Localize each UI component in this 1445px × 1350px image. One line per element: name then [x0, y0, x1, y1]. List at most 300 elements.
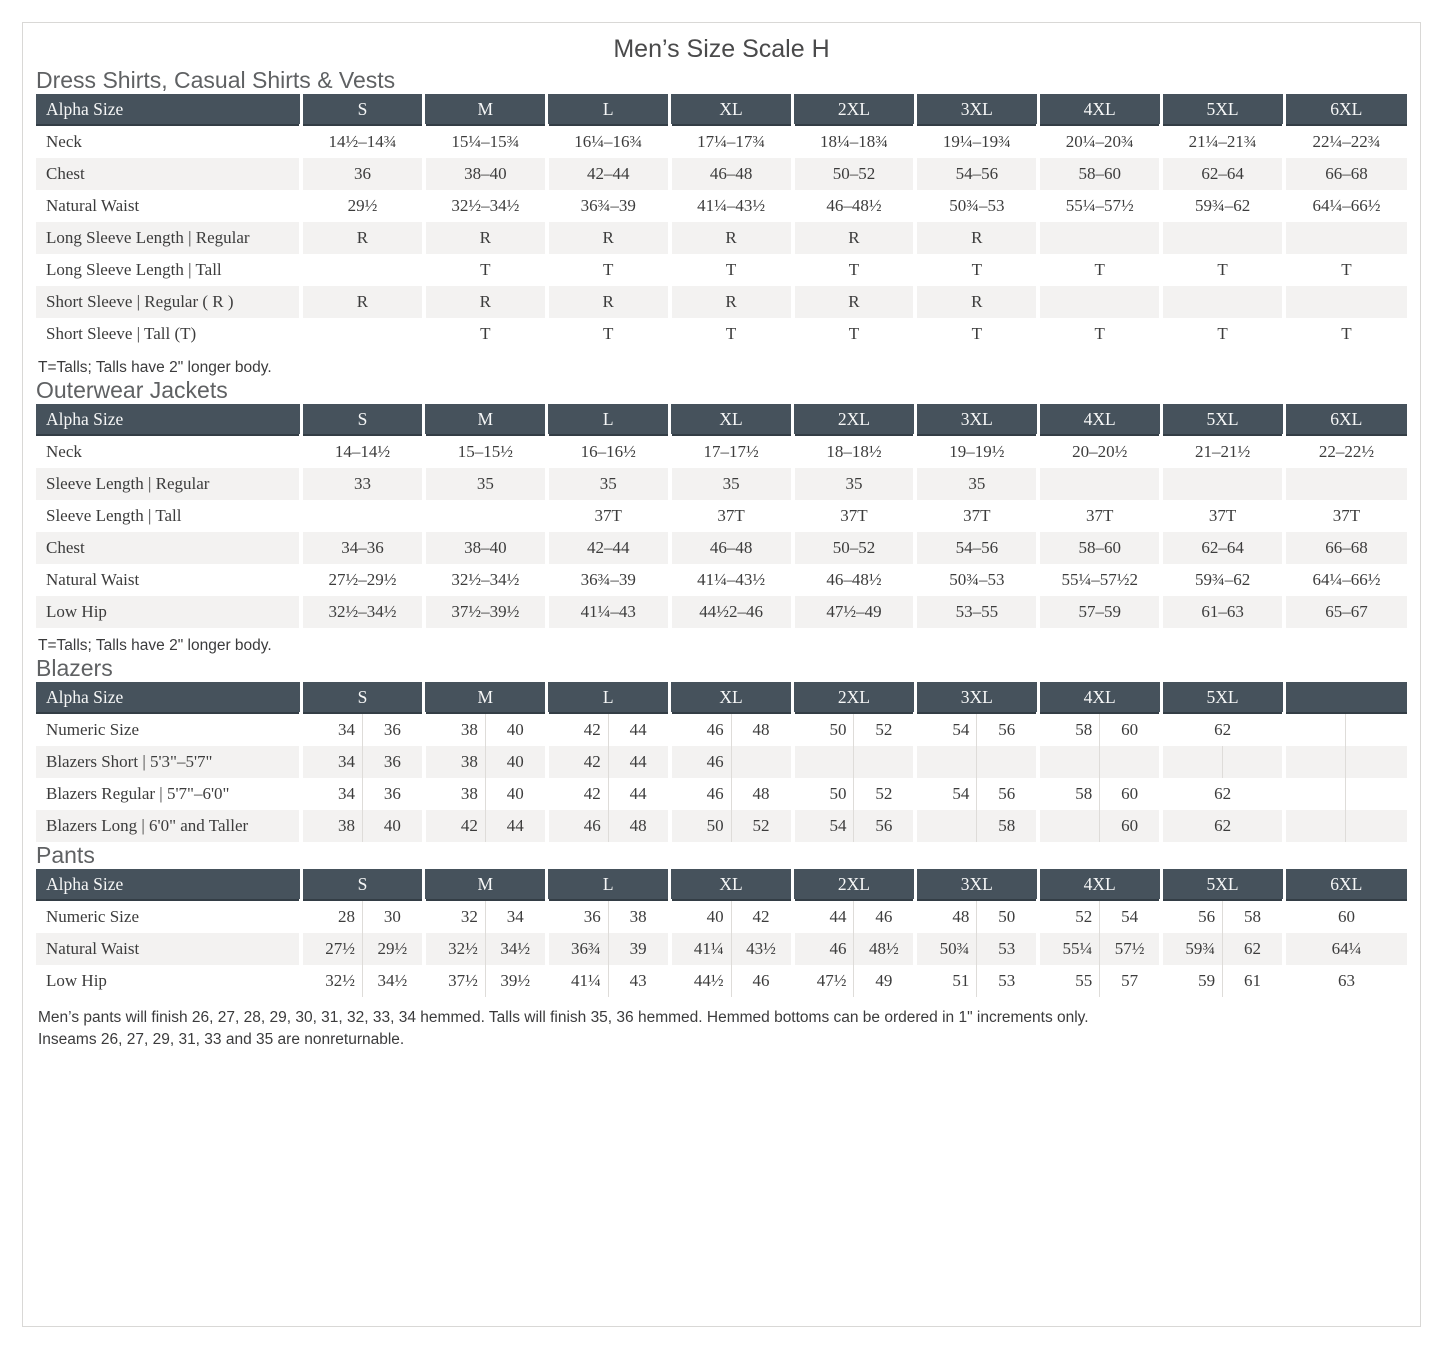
- size-cell: T: [670, 318, 793, 350]
- header-row: [36, 404, 1407, 435]
- size-cell: 64¼–66½: [1284, 564, 1407, 596]
- row-label: Low Hip: [46, 971, 107, 990]
- column-header: XL: [670, 404, 793, 435]
- size-cell: 60: [1100, 713, 1161, 746]
- column-header: 4XL: [1038, 94, 1161, 125]
- size-cell: 62–64: [1161, 158, 1284, 190]
- size-cell: 34: [485, 900, 546, 933]
- column-header: XL: [670, 94, 793, 125]
- row-label: Natural Waist: [36, 933, 301, 965]
- size-cell: T: [915, 318, 1038, 350]
- size-cell: 56: [854, 810, 915, 842]
- size-cell: [1345, 810, 1407, 842]
- size-cell: 28: [301, 900, 362, 933]
- table-row: [36, 596, 1407, 628]
- size-cell: 42: [731, 900, 792, 933]
- column-header: 6XL: [1284, 94, 1407, 125]
- size-cell: [915, 810, 976, 842]
- table-row: [36, 254, 1407, 286]
- size-cell: 35: [915, 468, 1038, 500]
- size-cell: 38–40: [424, 158, 547, 190]
- column-header: 3XL: [915, 404, 1038, 435]
- size-cell: 34½: [485, 933, 546, 965]
- column-header: S: [301, 94, 424, 125]
- size-cell: 51: [915, 965, 976, 997]
- size-cell: 34: [301, 778, 362, 810]
- row-label: Neck: [46, 442, 82, 461]
- size-cell: 46: [670, 746, 731, 778]
- size-cell: 34: [301, 713, 362, 746]
- page-title: Men’s Size Scale H: [613, 35, 830, 63]
- size-cell: 44: [608, 746, 669, 778]
- size-cell: [1345, 746, 1407, 778]
- size-cell: 50¾–53: [915, 190, 1038, 222]
- size-cell: 55: [1038, 965, 1099, 997]
- size-cell: 44: [608, 778, 669, 810]
- size-cell: 32: [424, 900, 485, 933]
- pants-footnote-line2: Inseams 26, 27, 29, 31, 33 and 35 are nonreturnable.: [38, 1031, 405, 1049]
- size-cell: 52: [1038, 900, 1099, 933]
- size-cell: 34: [301, 746, 362, 778]
- size-cell: [1284, 746, 1345, 778]
- size-cell: 55¼–57½: [1038, 190, 1161, 222]
- size-cell: 58: [1223, 900, 1284, 933]
- alpha-size-header: Alpha Size: [36, 682, 301, 713]
- size-cell: [854, 746, 915, 778]
- size-cell: R: [670, 222, 793, 254]
- size-cell: 59¾–62: [1161, 190, 1284, 222]
- column-header: XL: [670, 682, 793, 713]
- size-cell: [1284, 778, 1345, 810]
- size-cell: 27½–29½: [301, 564, 424, 596]
- size-cell: 37T: [1038, 500, 1161, 532]
- size-cell: 44: [793, 900, 854, 933]
- row-label: Short Sleeve | Tall (T): [46, 324, 197, 343]
- size-cell: 43½: [731, 933, 792, 965]
- header-row: [36, 94, 1407, 125]
- size-cell: 46: [547, 810, 608, 842]
- size-cell: 20¼–20¾: [1038, 125, 1161, 158]
- size-cell: 38: [608, 900, 669, 933]
- size-cell: 39½: [485, 965, 546, 997]
- size-cell: 37T: [915, 500, 1038, 532]
- size-cell: T: [547, 254, 670, 286]
- size-cell: 46: [670, 778, 731, 810]
- size-cell: 40: [485, 746, 546, 778]
- size-cell: 36: [547, 900, 608, 933]
- size-cell: 46–48½: [793, 564, 916, 596]
- column-header: 2XL: [793, 404, 916, 435]
- size-cell: 62: [1223, 933, 1284, 965]
- size-cell: 37½–39½: [424, 596, 547, 628]
- size-cell: [793, 746, 854, 778]
- row-label: Blazers Short | 5'3"–5'7": [36, 746, 301, 778]
- alpha-size-header: Alpha Size: [36, 94, 301, 125]
- section-heading-blazers: Blazers: [36, 655, 113, 681]
- size-cell: 17¼–17¾: [670, 125, 793, 158]
- size-cell: [1284, 468, 1407, 500]
- size-cell: 37T: [670, 500, 793, 532]
- section-heading-pants: Pants: [36, 842, 95, 868]
- size-cell: 38: [301, 810, 362, 842]
- size-cell: 35: [793, 468, 916, 500]
- size-cell: 44½: [670, 965, 731, 997]
- size-cell: 32½: [424, 933, 485, 965]
- column-header: S: [301, 682, 424, 713]
- size-cell: [1100, 746, 1161, 778]
- talls-note-outerwear: T=Talls; Talls have 2" longer body.: [38, 637, 272, 654]
- pants-size-table: [36, 869, 1407, 997]
- table-row: [36, 190, 1407, 222]
- size-cell: 41¼–43: [547, 596, 670, 628]
- size-cell: T: [1284, 254, 1407, 286]
- pants-footnote: [38, 1007, 1407, 1052]
- column-header: S: [301, 404, 424, 435]
- section-outerwear-jackets: [36, 377, 1407, 655]
- size-cell: 55¼–57½2: [1038, 564, 1161, 596]
- pants-footnote-line1: Men’s pants will finish 26, 27, 28, 29, 30, 31, 32, 33, 34 hemmed. Talls will finish 35, 36 hemmed. Hemmed bottoms can be ordered in 1" increments only.: [38, 1009, 1089, 1026]
- dress-shirts-size-table: [36, 94, 1407, 350]
- size-cell: 42: [424, 810, 485, 842]
- size-cell: 46–48½: [793, 190, 916, 222]
- size-cell: 41¼: [670, 933, 731, 965]
- size-cell: R: [915, 222, 1038, 254]
- column-header: M: [424, 404, 547, 435]
- size-cell: 62: [1161, 810, 1284, 842]
- size-cell: 46: [731, 965, 792, 997]
- size-cell: 59¾: [1161, 933, 1222, 965]
- size-cell: 66–68: [1284, 158, 1407, 190]
- column-header: M: [424, 682, 547, 713]
- size-cell: 41¼: [547, 965, 608, 997]
- size-cell: 50: [670, 810, 731, 842]
- size-cell: T: [547, 318, 670, 350]
- size-cell: 14–14½: [301, 435, 424, 468]
- size-cell: T: [793, 318, 916, 350]
- size-cell: [1161, 286, 1284, 318]
- size-cell: 38: [424, 713, 485, 746]
- header-row: [36, 682, 1407, 713]
- size-cell: 35: [547, 468, 670, 500]
- size-cell: 62: [1161, 778, 1284, 810]
- size-cell: 54: [915, 778, 976, 810]
- row-label: Sleeve Length | Regular: [36, 468, 301, 500]
- size-cell: 57: [1100, 965, 1161, 997]
- size-cell: 16¼–16¾: [547, 125, 670, 158]
- size-cell: 48: [608, 810, 669, 842]
- size-cell: 35: [670, 468, 793, 500]
- table-row: [36, 125, 1407, 158]
- size-cell: 66–68: [1284, 532, 1407, 564]
- row-label: Blazers Regular | 5'7"–6'0": [46, 784, 230, 803]
- size-cell: R: [793, 222, 916, 254]
- size-cell: R: [301, 286, 424, 318]
- size-cell: 65–67: [1284, 596, 1407, 628]
- column-header: 2XL: [793, 869, 916, 900]
- size-cell: [1161, 746, 1222, 778]
- size-cell: 50¾: [915, 933, 976, 965]
- size-cell: 46: [793, 933, 854, 965]
- alpha-size-header: Alpha Size: [36, 869, 301, 900]
- size-cell: 44½2–46: [670, 596, 793, 628]
- size-cell: 36¾: [547, 933, 608, 965]
- size-cell: 41¼–43½: [670, 564, 793, 596]
- size-cell: 19–19½: [915, 435, 1038, 468]
- size-cell: 32½–34½: [301, 596, 424, 628]
- size-cell: 46: [854, 900, 915, 933]
- size-cell: 64¼: [1284, 933, 1407, 965]
- size-cell: R: [301, 222, 424, 254]
- size-cell: 52: [854, 778, 915, 810]
- size-cell: 42–44: [547, 158, 670, 190]
- column-header: 3XL: [915, 869, 1038, 900]
- size-cell: 60: [1100, 810, 1161, 842]
- table-row: [36, 532, 1407, 564]
- row-label: Low Hip: [36, 596, 301, 628]
- column-header: XL: [670, 869, 793, 900]
- size-cell: 60: [1100, 778, 1161, 810]
- size-cell: T: [793, 254, 916, 286]
- size-cell: R: [915, 286, 1038, 318]
- column-header: S: [301, 869, 424, 900]
- size-cell: 15¼–15¾: [424, 125, 547, 158]
- size-cell: T: [1038, 254, 1161, 286]
- size-cell: [1038, 286, 1161, 318]
- size-cell: 42: [547, 713, 608, 746]
- size-cell: 16–16½: [547, 435, 670, 468]
- alpha-size-header: Alpha Size: [36, 404, 301, 435]
- size-cell: 54–56: [915, 158, 1038, 190]
- outerwear-size-table: [36, 404, 1407, 628]
- size-cell: 32½: [301, 965, 362, 997]
- size-cell: 36: [362, 713, 423, 746]
- size-cell: T: [1161, 254, 1284, 286]
- size-cell: [915, 746, 976, 778]
- size-cell: R: [424, 222, 547, 254]
- size-cell: 18–18½: [793, 435, 916, 468]
- size-cell: 22–22½: [1284, 435, 1407, 468]
- size-cell: 18¼–18¾: [793, 125, 916, 158]
- size-cell: 52: [854, 713, 915, 746]
- section-pants: [36, 842, 1407, 1052]
- table-row: [36, 318, 1407, 350]
- column-header: M: [424, 869, 547, 900]
- table-row: [36, 435, 1407, 468]
- size-cell: 20–20½: [1038, 435, 1161, 468]
- size-cell: 53: [977, 965, 1038, 997]
- section-heading-dress-shirts: Dress Shirts, Casual Shirts & Vests: [36, 67, 396, 93]
- size-cell: 42: [547, 746, 608, 778]
- size-cell: T: [1284, 318, 1407, 350]
- header-row: [36, 869, 1407, 900]
- size-cell: 36¾–39: [547, 564, 670, 596]
- column-header: 4XL: [1038, 869, 1161, 900]
- size-scale-page: [22, 22, 1421, 1327]
- row-label: Numeric Size: [46, 907, 139, 926]
- size-cell: T: [915, 254, 1038, 286]
- size-cell: [424, 500, 547, 532]
- size-cell: 47½–49: [793, 596, 916, 628]
- size-cell: [301, 254, 424, 286]
- section-heading-outerwear: Outerwear Jackets: [36, 377, 228, 403]
- size-cell: 37½: [424, 965, 485, 997]
- size-cell: [1038, 810, 1099, 842]
- size-cell: T: [1038, 318, 1161, 350]
- size-cell: 38: [424, 778, 485, 810]
- row-label: Sleeve Length | Tall: [46, 506, 182, 525]
- size-cell: 48: [731, 778, 792, 810]
- row-label: Numeric Size: [46, 720, 139, 739]
- size-cell: 46–48: [670, 158, 793, 190]
- size-cell: 53–55: [915, 596, 1038, 628]
- size-cell: 15–15½: [424, 435, 547, 468]
- table-row: [36, 933, 1407, 965]
- size-cell: R: [547, 286, 670, 318]
- size-cell: [1284, 286, 1407, 318]
- size-cell: [1161, 222, 1284, 254]
- size-cell: R: [793, 286, 916, 318]
- column-header: 5XL: [1161, 94, 1284, 125]
- size-cell: [731, 746, 792, 778]
- column-header: 6XL: [1284, 869, 1407, 900]
- size-cell: 14½–14¾: [301, 125, 424, 158]
- size-cell: 40: [485, 713, 546, 746]
- column-header: 4XL: [1038, 404, 1161, 435]
- size-cell: 50–52: [793, 158, 916, 190]
- size-cell: 57½: [1100, 933, 1161, 965]
- size-cell: 63: [1284, 965, 1407, 997]
- size-cell: 54: [915, 713, 976, 746]
- column-header: M: [424, 94, 547, 125]
- size-cell: 50–52: [793, 532, 916, 564]
- size-cell: 37T: [793, 500, 916, 532]
- table-row: [36, 158, 1407, 190]
- size-cell: [1284, 713, 1345, 746]
- column-header: 3XL: [915, 94, 1038, 125]
- table-row: [36, 746, 1407, 778]
- column-header: 5XL: [1161, 869, 1284, 900]
- size-cell: 58: [1038, 713, 1099, 746]
- size-cell: 21¼–21¾: [1161, 125, 1284, 158]
- size-cell: 44: [485, 810, 546, 842]
- column-header: 3XL: [915, 682, 1038, 713]
- size-cell: T: [1161, 318, 1284, 350]
- size-cell: 56: [1161, 900, 1222, 933]
- size-cell: [977, 746, 1038, 778]
- section-blazers: [36, 655, 1407, 842]
- size-cell: 22¼–22¾: [1284, 125, 1407, 158]
- size-cell: R: [670, 286, 793, 318]
- size-cell: 57–59: [1038, 596, 1161, 628]
- row-label: Natural Waist: [46, 570, 140, 589]
- size-cell: 58: [977, 810, 1038, 842]
- size-cell: 54: [793, 810, 854, 842]
- column-header: L: [547, 869, 670, 900]
- size-cell: 56: [977, 713, 1038, 746]
- talls-note-shirts: T=Talls; Talls have 2" longer body.: [38, 359, 272, 376]
- size-cell: 38: [424, 746, 485, 778]
- table-row: [36, 900, 1407, 933]
- row-label: Natural Waist: [46, 196, 140, 215]
- size-cell: [1038, 746, 1099, 778]
- size-cell: R: [547, 222, 670, 254]
- size-cell: 47½: [793, 965, 854, 997]
- size-cell: 19¼–19¾: [915, 125, 1038, 158]
- size-cell: 56: [977, 778, 1038, 810]
- size-cell: [1284, 222, 1407, 254]
- size-cell: 50: [793, 713, 854, 746]
- size-cell: 54–56: [915, 532, 1038, 564]
- column-header: [1284, 682, 1407, 713]
- row-label: Long Sleeve Length | Regular: [36, 222, 301, 254]
- size-cell: 50: [793, 778, 854, 810]
- size-cell: 53: [977, 933, 1038, 965]
- size-cell: 50: [977, 900, 1038, 933]
- size-cell: 37T: [547, 500, 670, 532]
- size-cell: 41¼–43½: [670, 190, 793, 222]
- size-cell: 46: [670, 713, 731, 746]
- size-cell: 42–44: [547, 532, 670, 564]
- size-cell: [301, 318, 424, 350]
- size-cell: 37T: [1284, 500, 1407, 532]
- size-cell: 60: [1284, 900, 1407, 933]
- size-cell: 62–64: [1161, 532, 1284, 564]
- size-cell: [1345, 778, 1407, 810]
- size-cell: 61: [1223, 965, 1284, 997]
- size-cell: 37T: [1161, 500, 1284, 532]
- size-cell: 48: [915, 900, 976, 933]
- column-header: 5XL: [1161, 404, 1284, 435]
- table-row: [36, 713, 1407, 746]
- section-dress-shirts: [36, 67, 1407, 377]
- size-cell: 44: [608, 713, 669, 746]
- row-label: Neck: [46, 132, 82, 151]
- size-cell: 52: [731, 810, 792, 842]
- column-header: L: [547, 682, 670, 713]
- size-cell: [1038, 222, 1161, 254]
- column-header: 6XL: [1284, 404, 1407, 435]
- table-row: [36, 564, 1407, 596]
- size-cell: 62: [1161, 713, 1284, 746]
- size-cell: 48½: [854, 933, 915, 965]
- size-cell: 40: [485, 778, 546, 810]
- size-cell: 59¾–62: [1161, 564, 1284, 596]
- table-row: [36, 500, 1407, 532]
- size-cell: 40: [362, 810, 423, 842]
- size-cell: 40: [670, 900, 731, 933]
- size-cell: 58–60: [1038, 532, 1161, 564]
- row-label: Chest: [36, 158, 301, 190]
- column-header: L: [547, 404, 670, 435]
- size-cell: [1161, 468, 1284, 500]
- size-cell: R: [424, 286, 547, 318]
- size-cell: 38–40: [424, 532, 547, 564]
- size-cell: 29½: [362, 933, 423, 965]
- row-label: Short Sleeve | Regular ( R ): [36, 286, 301, 318]
- size-cell: 36: [301, 158, 424, 190]
- size-cell: 33: [301, 468, 424, 500]
- size-cell: [1223, 746, 1284, 778]
- size-cell: 42: [547, 778, 608, 810]
- size-cell: 43: [608, 965, 669, 997]
- table-row: [36, 965, 1407, 997]
- size-cell: 39: [608, 933, 669, 965]
- size-cell: 21–21½: [1161, 435, 1284, 468]
- table-row: [36, 810, 1407, 842]
- row-label: Long Sleeve Length | Tall: [46, 260, 222, 279]
- size-cell: 36: [362, 778, 423, 810]
- column-header: 2XL: [793, 682, 916, 713]
